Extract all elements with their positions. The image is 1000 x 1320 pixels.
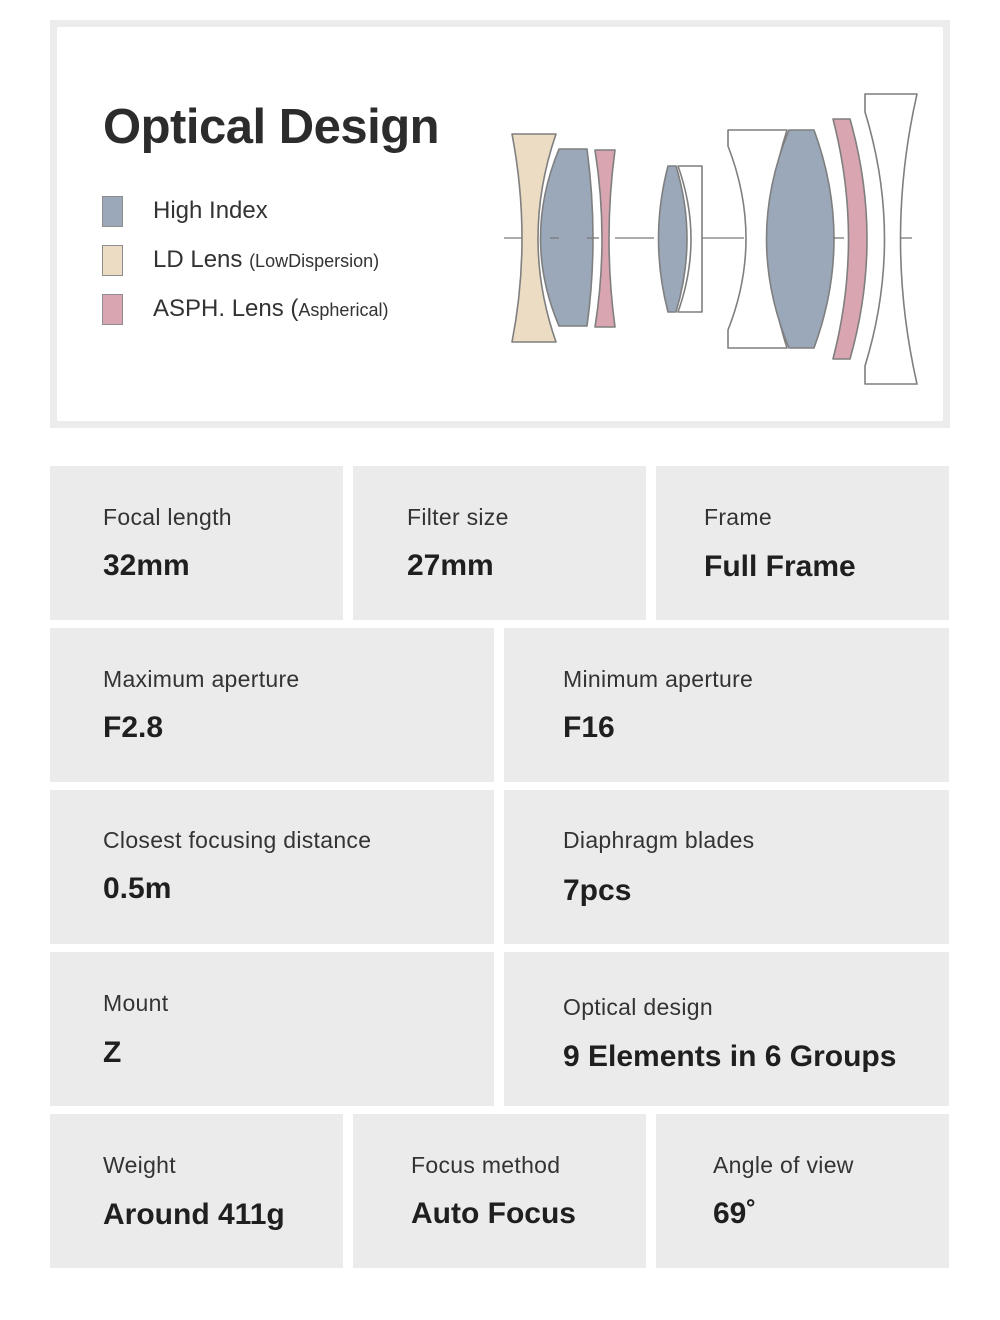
spec-value: 9 Elements in 6 Groups	[563, 1040, 897, 1073]
spec-cell-filter-size	[353, 466, 646, 620]
spec-value: 0.5m	[103, 872, 172, 905]
lens-element-clear-3	[865, 94, 917, 384]
spec-label: Diaphragm blades	[563, 827, 755, 853]
spec-value: 32mm	[103, 549, 190, 582]
spec-value: F16	[563, 711, 615, 744]
spec-cell-optical-design	[504, 952, 949, 1106]
spec-value: F2.8	[103, 711, 164, 744]
spec-label: Maximum aperture	[103, 666, 300, 692]
spec-cell-minimum-aperture	[504, 628, 949, 782]
spec-value: Auto Focus	[411, 1197, 576, 1230]
spec-cell-focus-method	[353, 1114, 646, 1268]
spec-label: Minimum aperture	[563, 666, 754, 692]
spec-label: Mount	[103, 990, 169, 1016]
spec-cell-focal-length	[50, 466, 343, 620]
legend-note: Aspherical)	[298, 300, 389, 320]
spec-value: Z	[103, 1036, 122, 1069]
lens-element-high-index-2	[659, 166, 688, 312]
spec-label: Weight	[103, 1152, 176, 1178]
spec-cell-angle-of-view	[656, 1114, 949, 1268]
spec-cell-frame	[656, 466, 949, 620]
spec-cell-weight	[50, 1114, 343, 1268]
spec-label: Optical design	[563, 994, 713, 1020]
spec-label: Closest focusing distance	[103, 827, 372, 853]
spec-label: Focal length	[103, 504, 232, 530]
legend-label: LD Lens	[153, 246, 250, 273]
spec-label: Frame	[704, 504, 772, 530]
spec-value: Around 411g	[103, 1198, 285, 1231]
spec-label: Angle of view	[713, 1152, 854, 1178]
spec-cell-diaphragm-blades	[504, 790, 949, 944]
spec-cell-mount	[50, 952, 494, 1106]
legend-note: (LowDispersion)	[249, 251, 380, 271]
spec-value: 69˚	[713, 1197, 757, 1230]
spec-cell-closest-focusing-distance	[50, 790, 494, 944]
lens-element-high-index-1	[541, 149, 594, 326]
lens-element-asph-2	[833, 119, 867, 359]
spec-label: Focus method	[411, 1152, 561, 1178]
legend-label: ASPH. Lens (	[153, 295, 299, 322]
spec-label: Filter size	[407, 504, 509, 530]
spec-value: Full Frame	[704, 550, 856, 583]
spec-value: 27mm	[407, 549, 494, 582]
spec-cell-maximum-aperture	[50, 628, 494, 782]
legend-label: High Index	[153, 197, 268, 224]
page-title: Optical Design	[103, 100, 440, 154]
lens-diagram	[57, 27, 957, 435]
optical-design-panel	[50, 20, 950, 428]
spec-value: 7pcs	[563, 874, 632, 907]
